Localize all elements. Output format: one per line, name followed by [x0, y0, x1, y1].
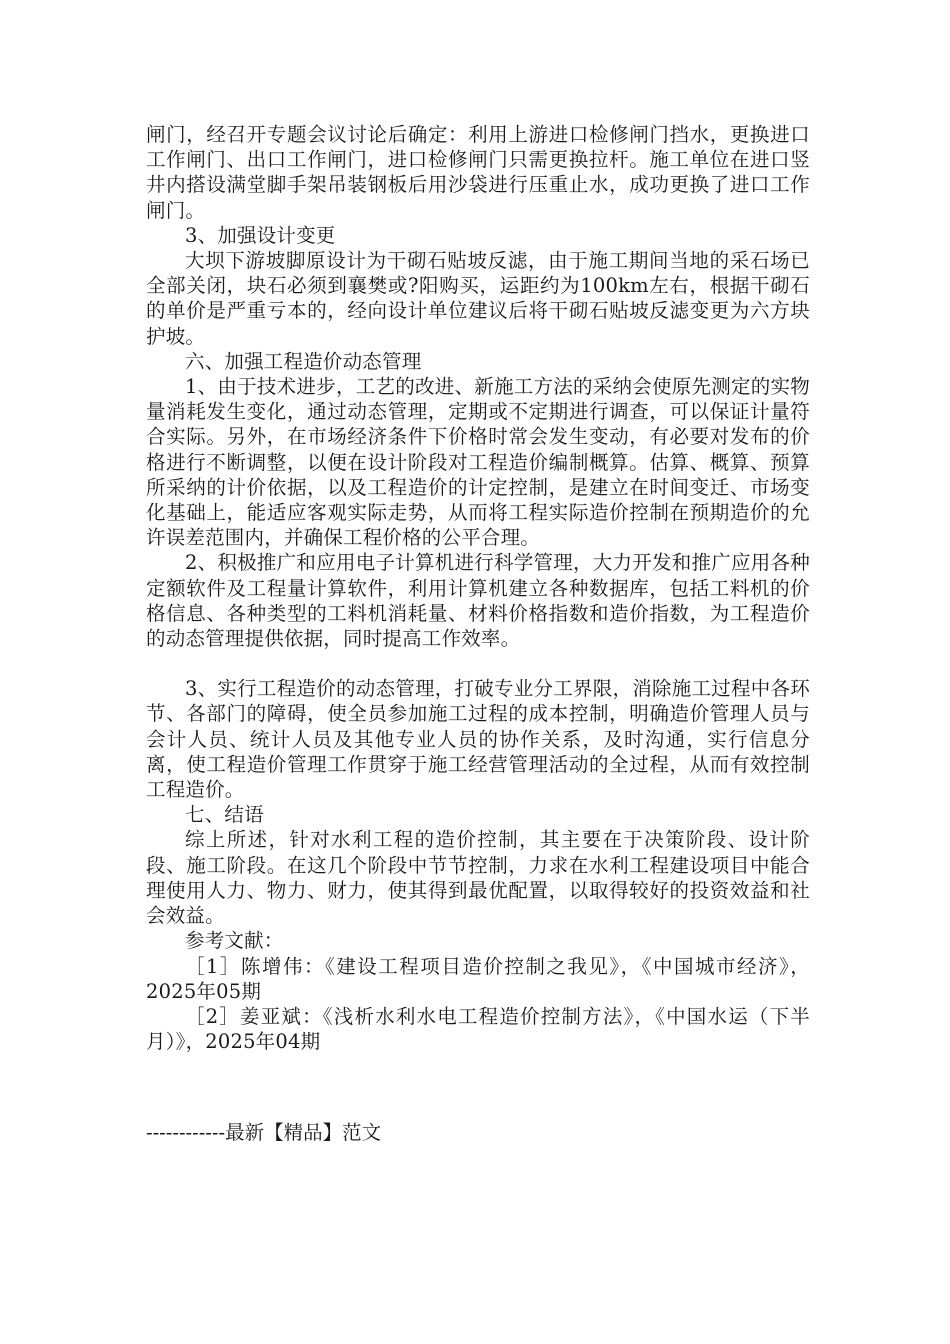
heading-dynamic-management: 六、加强工程造价动态管理: [185, 349, 422, 373]
reference-item-1: ［1］陈增伟：《建设工程项目造价控制之我见》，《中国城市经济》，2025年05期: [146, 954, 810, 1003]
paragraph-dynamic-3: 3、实行工程造价的动态管理，打破专业分工界限，消除施工过程中各环节、各部门的障碍，使全员参加施工过程的成本控制，明确造价管理人员与会计人员、统计人员及其他专业人员的协作关系，及时沟通，实行信息分离，使工程造价管理工作贯穿于施工经营管理活动的全过程，从而有效控制工程造价。: [146, 677, 810, 802]
paragraph-design-change: 大坝下游坡脚原设计为干砌石贴坡反滤，由于施工期间当地的采石场已全部关闭，块石必须到襄樊或?阳购买，运距约为100km左右，根据干砌石的单价是严重亏本的，经向设计单位建议后将干砌石贴坡反滤变更为六方块护坡。: [146, 249, 810, 348]
paragraph-conclusion: 综上所述，针对水利工程的造价控制，其主要在于决策阶段、设计阶段、施工阶段。在这几个阶段中节节控制，力求在水利工程建设项目中能合理使用人力、物力、财力，使其得到最优配置，以取得较好的投资效益和社会效益。: [146, 828, 810, 928]
paragraph-dynamic-2: 2、积极推广和应用电子计算机进行科学管理，大力开发和推广应用各种定额软件及工程量计算软件，利用计算机建立各种数据库，包括工料机的价格信息、各种类型的工料机消耗量、材料价格指数和造价指数，为工程造价的动态管理提供依据，同时提高工作效率。: [146, 551, 810, 651]
heading-references: 参考文献：: [185, 929, 284, 953]
heading-design-change: 3、加强设计变更: [185, 223, 336, 247]
reference-item-2: ［2］姜亚斌：《浅析水利水电工程造价控制方法》，《中国水运（下半月）》，2025年04期: [146, 1004, 810, 1054]
heading-conclusion: 七、结语: [185, 803, 264, 827]
document-body: [146, 122, 810, 1054]
blank-line: [146, 651, 810, 676]
paragraph-continuation: 闸门，经召开专题会议讨论后确定：利用上游进口检修闸门挡水，更换进口工作闸门、出口工作闸门，进口检修闸门只需更换拉杆。施工单位在进口竖井内搭设满堂脚手架吊装钢板后用沙袋进行压重止水，成功更换了进口工作闸门。: [146, 123, 810, 222]
paragraph-dynamic-1: 1、由于技术进步，工艺的改进、新施工方法的采纳会使原先测定的实物量消耗发生变化，通过动态管理，定期或不定期进行调查，可以保证计量符合实际。另外，在市场经济条件下价格时常会发生变动，有必要对发布的价格进行不断调整，以便在设计阶段对工程造价编制概算。估算、概算、预算所采纳的计价依据，以及工程造价的计定控制，是建立在时间变迁、市场变化基础上，能适应客观实际走势，从而将工程实际造价控制在预期造价的允许误差范围内，并确保工程价格的公平合理。: [146, 375, 810, 550]
footer-tagline: ------------最新【精品】范文: [146, 1121, 382, 1144]
